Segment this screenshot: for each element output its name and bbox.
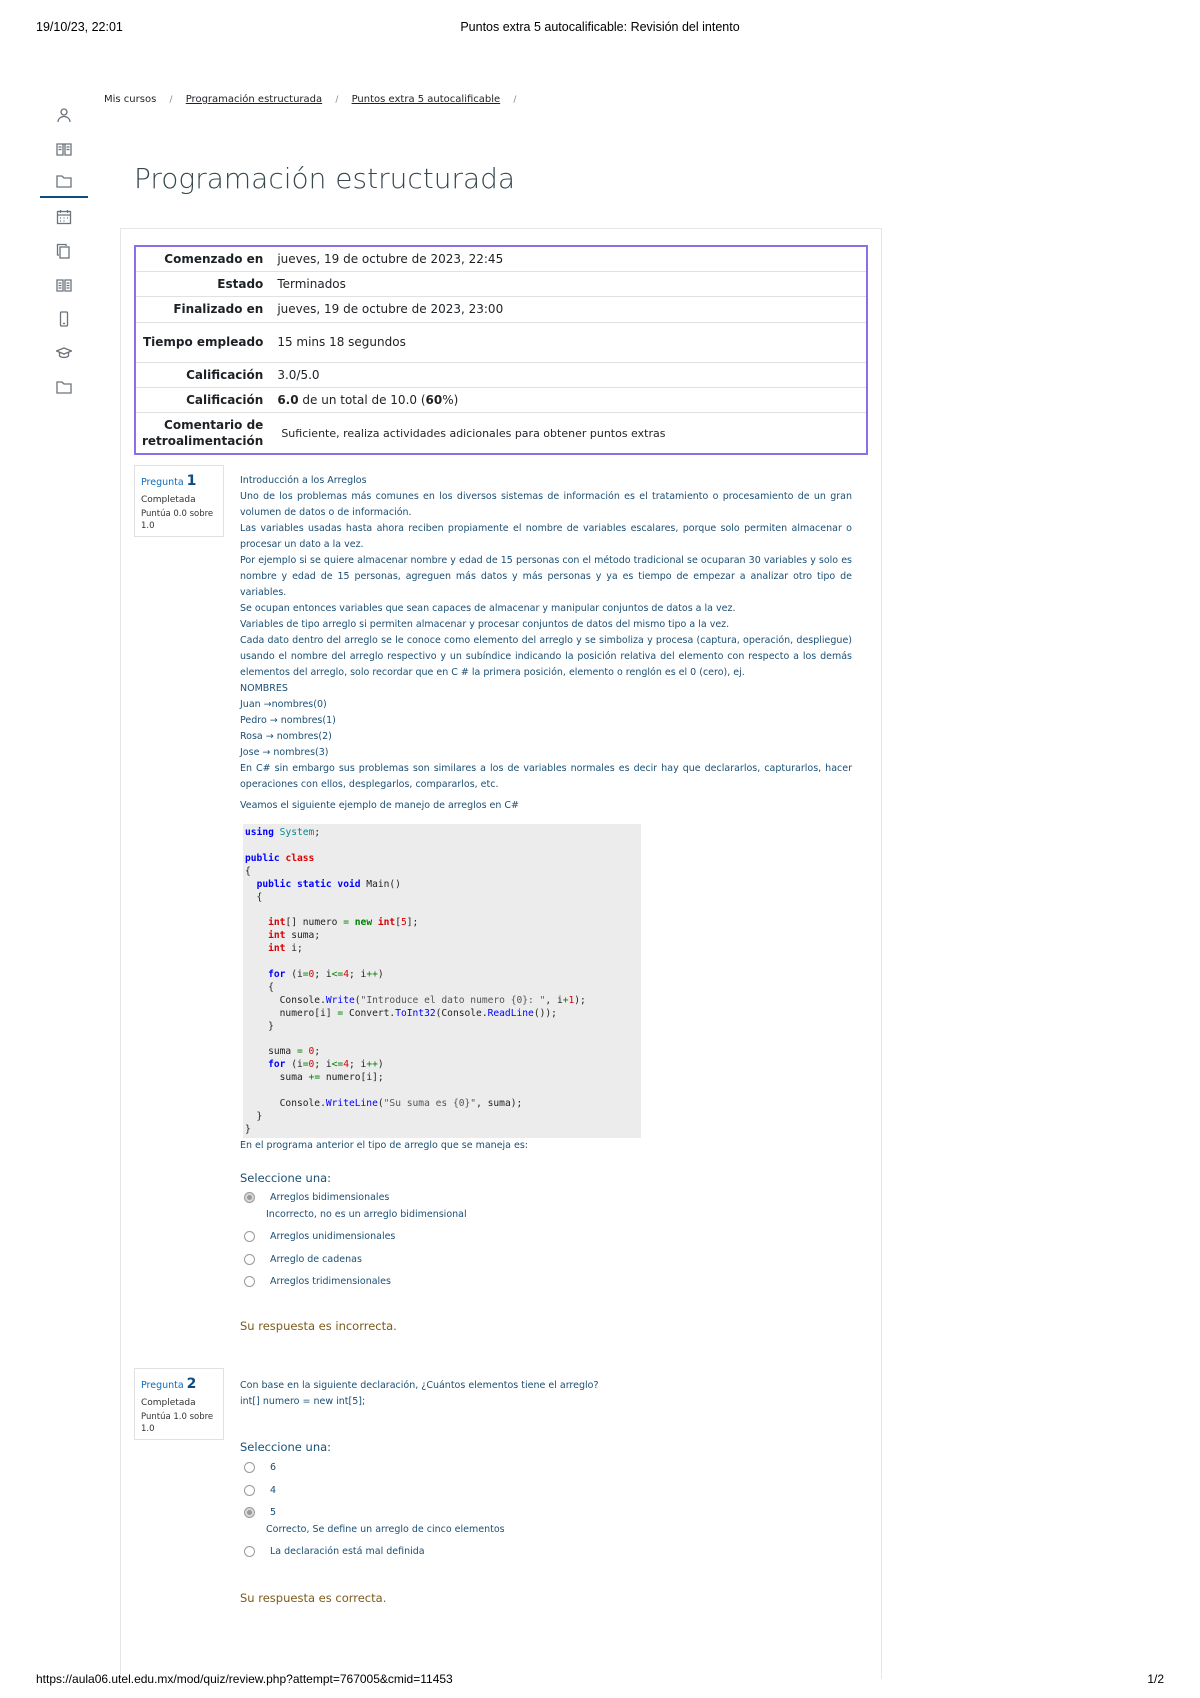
question-info-1 [134,465,224,537]
summary-label: Calificación [135,362,271,387]
answer-option[interactable] [244,1254,362,1265]
question-paragraph: En C# sin embargo sus problemas son similares a los de variables normales es decir hay que declararlos, capturarlos, hacer operaciones con ellos, desplegarlos, compararlos, etc. [240,763,852,790]
summary-row [135,297,867,322]
option-label: 6 [270,1462,277,1473]
option-label: 5 [270,1507,277,1518]
question-score: Puntúa 1.0 sobre 1.0 [141,1412,214,1434]
summary-label: Comenzado en [135,246,271,272]
summary-row [135,322,867,362]
breadcrumb-separator: / [169,95,173,105]
question-score: Puntúa 0.0 sobre 1.0 [141,509,214,531]
option-label: La declaración está mal definida [270,1546,425,1557]
print-page-number: 1/2 [1147,1672,1164,1686]
example-intro: Veamos el siguiente ejemplo de manejo de arreglos en C# [240,800,520,811]
question-text-2 [240,1378,852,1410]
question-state: Completada [141,1397,196,1408]
radio-button[interactable] [244,1507,255,1518]
answer-option[interactable] [244,1192,389,1203]
graduation-cap-icon[interactable] [40,336,88,370]
summary-value: 15 mins 18 segundos [271,322,867,362]
question-paragraph: Pedro → nombres(1) [240,715,336,726]
breadcrumb-item-mis-cursos[interactable]: Mis cursos [104,94,157,105]
folder-icon[interactable] [40,370,88,404]
radio-button[interactable] [244,1192,255,1203]
page-title: Programación estructurada [134,162,516,195]
option-label: Arreglos unidimensionales [270,1231,396,1242]
grade-percent: 60 [425,392,443,407]
radio-button[interactable] [244,1462,255,1473]
breadcrumb-separator: / [513,95,517,105]
question-paragraph: Variables de tipo arreglo si permiten almacenar y procesar conjuntos de datos del mismo tipo a la vez. [240,619,730,630]
summary-row [135,387,867,412]
option-feedback: Incorrecto, no es un arreglo bidimensional [266,1209,467,1220]
summary-label: Comentario de retroalimentación [142,417,264,449]
question-prompt: En el programa anterior el tipo de arreglo que se maneja es: [240,1140,529,1151]
summary-value [271,387,867,412]
summary-label: Calificación [135,387,271,412]
option-label: Arreglos tridimensionales [270,1276,391,1287]
question-paragraph: Jose → nombres(3) [240,747,329,758]
breadcrumb-item-quiz[interactable]: Puntos extra 5 autocalificable [351,94,501,105]
breadcrumb [104,94,526,105]
radio-button[interactable] [244,1254,255,1265]
select-label: Seleccione una: [240,1440,332,1454]
print-url: https://aula06.utel.edu.mx/mod/quiz/review.php?attempt=767005&cmid=11453 [36,1672,453,1686]
option-feedback: Correcto, Se define un arreglo de cinco elementos [266,1524,505,1535]
participants-icon[interactable] [40,98,88,132]
question-paragraph: Rosa → nombres(2) [240,731,332,742]
radio-button[interactable] [244,1546,255,1557]
summary-row [135,246,867,272]
question-number: Pregunta 1 [141,473,197,489]
grade-end: %) [442,392,459,407]
print-title: Puntos extra 5 autocalificable: Revisión del intento [460,20,740,34]
summary-label: Tiempo empleado [135,322,271,362]
question-state: Completada [141,494,196,505]
summary-label: Estado [135,272,271,297]
folder-icon[interactable] [40,166,88,198]
answer-option[interactable] [244,1485,276,1496]
summary-row [135,272,867,297]
option-label: Arreglo de cadenas [270,1254,362,1265]
question-paragraph: Con base en la siguiente declaración, ¿Cuántos elementos tiene el arreglo? [240,1380,599,1391]
radio-button[interactable] [244,1485,255,1496]
code-block: using System; public class { public static void Main() { int[] numero = new int[5]; int suma; int i; for (i=0; i<=4; i++) { Console.Write("Introduce el dato numero {0}: ", i+1); numero[i] = Convert.ToInt32(Console.ReadLine()); } suma = 0; for (i=0; i<=4; i++) suma += numero[i]; Console.WriteLine("Su suma es {0}", suma); } } [243,824,641,1138]
calendar-icon[interactable] [40,200,88,234]
grades-book-icon[interactable] [40,132,88,166]
question-info-2 [134,1368,224,1440]
question-paragraph: NOMBRES [240,683,288,694]
book-open-icon[interactable] [40,268,88,302]
answer-option[interactable] [244,1276,391,1287]
summary-value: Suficiente, realiza actividades adicionales para obtener puntos extras [281,426,666,440]
print-date: 19/10/23, 22:01 [36,20,123,34]
attempt-summary-table [134,245,868,455]
question-outcome: Su respuesta es incorrecta. [240,1319,397,1333]
summary-value: 3.0/5.0 [271,362,867,387]
radio-button[interactable] [244,1231,255,1242]
course-index-sidebar [40,98,88,404]
breadcrumb-separator: / [335,95,339,105]
answer-option[interactable] [244,1462,276,1473]
question-text-1 [240,473,852,814]
question-paragraph: Introducción a los Arreglos [240,475,367,486]
option-label: Arreglos bidimensionales [270,1192,390,1203]
question-paragraph: Se ocupan entonces variables que sean capaces de almacenar y manipular conjuntos de datos a la vez. [240,603,736,614]
summary-label: Finalizado en [135,297,271,322]
grade-value: 6.0 [277,392,299,407]
question-outcome: Su respuesta es correcta. [240,1591,387,1605]
answer-option[interactable] [244,1507,276,1518]
summary-row [135,412,867,454]
question-number: Pregunta 2 [141,1376,197,1392]
question-paragraph: Cada dato dentro del arreglo se le conoce como elemento del arreglo y se simboliza y procesa (captura, operación, despliegue) usando el nombre del arreglo respectivo y un subíndice indicando la posición relativa del elemento con respecto a los demás elementos del arreglo, solo recordar que en C # la primera posición, elemento o renglón es el 0 (cero), ej. [240,635,852,678]
summary-value: Terminados [271,272,867,297]
question-paragraph: Por ejemplo si se quiere almacenar nombre y edad de 15 personas con el método tradicional se ocuparan 30 variables y solo es nombre y edad de 15 personas, agreguen más datos y más personas y ya es tiempo de empezar a analizar otro tipo de variables. [240,555,852,598]
phone-icon[interactable] [40,302,88,336]
summary-row [135,362,867,387]
grade-total: de un total de 10.0 ( [298,392,426,407]
question-paragraph: Juan →nombres(0) [240,699,327,710]
answer-option[interactable] [244,1546,425,1557]
breadcrumb-item-course[interactable]: Programación estructurada [185,94,323,105]
summary-value: jueves, 19 de octubre de 2023, 23:00 [271,297,867,322]
question-paragraph: int[] numero = new int[5]; [240,1396,366,1407]
question-paragraph: Las variables usadas hasta ahora reciben propiamente el nombre de variables escalares, porque solo permiten almacenar o procesar un dato a la vez. [240,523,852,550]
copy-icon[interactable] [40,234,88,268]
question-paragraph: Uno de los problemas más comunes en los diversos sistemas de información es el tratamiento o procesamiento de un gran volumen de datos o de información. [240,491,852,518]
select-label: Seleccione una: [240,1171,332,1185]
radio-button[interactable] [244,1276,255,1287]
option-label: 4 [270,1485,277,1496]
answer-option[interactable] [244,1231,395,1242]
summary-value: jueves, 19 de octubre de 2023, 22:45 [271,246,867,272]
